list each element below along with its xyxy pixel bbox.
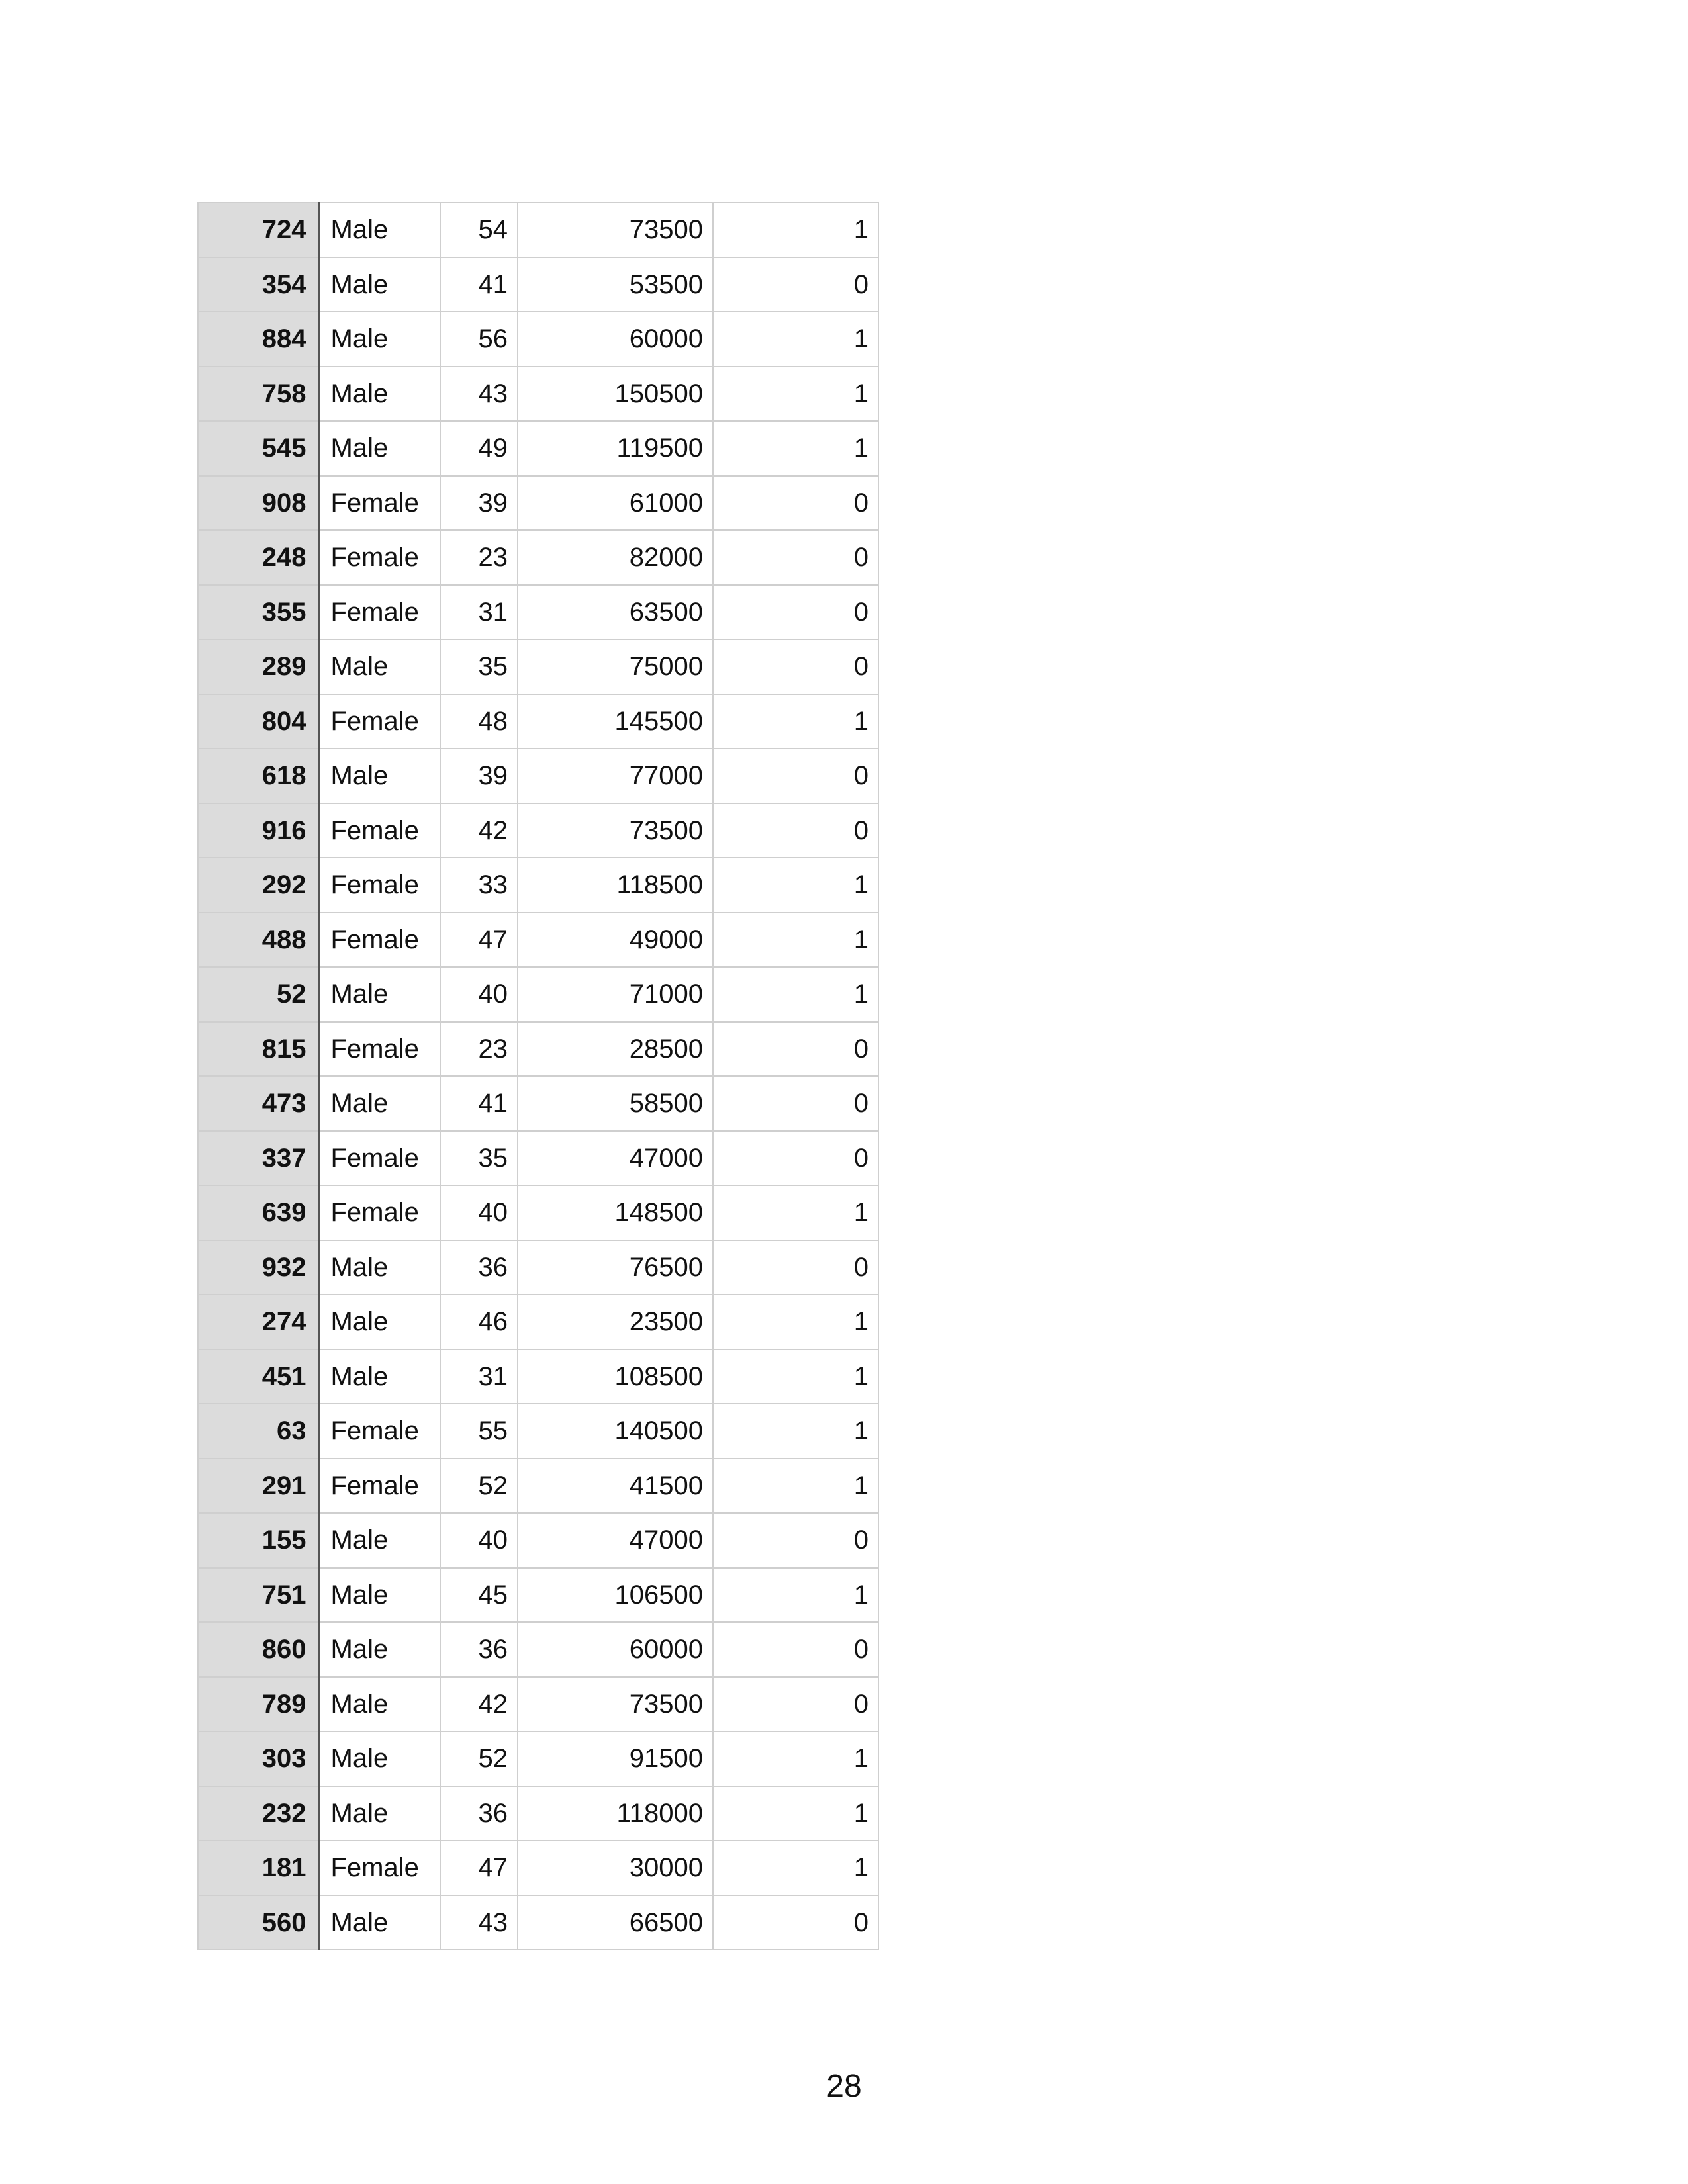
gender-cell: Male (319, 421, 440, 476)
purchased-cell: 0 (713, 1131, 878, 1186)
purchased-cell: 0 (713, 1022, 878, 1077)
table-row (198, 1404, 878, 1459)
purchased-cell: 1 (713, 312, 878, 367)
salary-cell: 60000 (518, 1622, 713, 1677)
salary-cell: 91500 (518, 1731, 713, 1786)
gender-cell: Female (319, 530, 440, 585)
purchased-cell: 0 (713, 1076, 878, 1131)
salary-cell: 118000 (518, 1786, 713, 1841)
salary-cell: 41500 (518, 1459, 713, 1514)
purchased-cell: 0 (713, 1622, 878, 1677)
purchased-cell: 1 (713, 1731, 878, 1786)
gender-cell: Female (319, 1404, 440, 1459)
table-body (198, 203, 878, 1950)
gender-cell: Female (319, 694, 440, 749)
purchased-cell: 1 (713, 1568, 878, 1623)
purchased-cell: 0 (713, 585, 878, 640)
gender-cell: Male (319, 967, 440, 1022)
purchased-cell: 0 (713, 1240, 878, 1295)
row-id-cell: 52 (198, 967, 319, 1022)
gender-cell: Female (319, 858, 440, 913)
table-row (198, 1459, 878, 1514)
purchased-cell: 1 (713, 367, 878, 422)
purchased-cell: 0 (713, 639, 878, 694)
gender-cell: Male (319, 367, 440, 422)
age-cell: 41 (440, 1076, 518, 1131)
table-row (198, 1731, 878, 1786)
gender-cell: Female (319, 1185, 440, 1240)
age-cell: 52 (440, 1731, 518, 1786)
table-row (198, 1022, 878, 1077)
gender-cell: Male (319, 203, 440, 257)
row-id-cell: 355 (198, 585, 319, 640)
salary-cell: 73500 (518, 803, 713, 858)
salary-cell: 28500 (518, 1022, 713, 1077)
salary-cell: 23500 (518, 1295, 713, 1349)
row-id-cell: 860 (198, 1622, 319, 1677)
row-id-cell: 291 (198, 1459, 319, 1514)
age-cell: 33 (440, 858, 518, 913)
page-number: 28 (826, 2069, 862, 2104)
salary-cell: 53500 (518, 257, 713, 312)
table-row (198, 1513, 878, 1568)
age-cell: 35 (440, 639, 518, 694)
purchased-cell: 1 (713, 1295, 878, 1349)
row-id-cell: 545 (198, 421, 319, 476)
age-cell: 43 (440, 1895, 518, 1950)
gender-cell: Female (319, 1131, 440, 1186)
gender-cell: Male (319, 1076, 440, 1131)
salary-cell: 150500 (518, 367, 713, 422)
purchased-cell: 0 (713, 257, 878, 312)
salary-cell: 63500 (518, 585, 713, 640)
row-id-cell: 303 (198, 1731, 319, 1786)
age-cell: 39 (440, 749, 518, 803)
row-id-cell: 724 (198, 203, 319, 257)
salary-cell: 106500 (518, 1568, 713, 1623)
salary-cell: 77000 (518, 749, 713, 803)
age-cell: 47 (440, 913, 518, 968)
age-cell: 47 (440, 1841, 518, 1895)
age-cell: 36 (440, 1622, 518, 1677)
row-id-cell: 908 (198, 476, 319, 531)
row-id-cell: 289 (198, 639, 319, 694)
salary-cell: 76500 (518, 1240, 713, 1295)
gender-cell: Male (319, 639, 440, 694)
gender-cell: Male (319, 1677, 440, 1732)
purchased-cell: 0 (713, 476, 878, 531)
gender-cell: Male (319, 1295, 440, 1349)
purchased-cell: 1 (713, 421, 878, 476)
purchased-cell: 0 (713, 803, 878, 858)
age-cell: 40 (440, 1185, 518, 1240)
salary-cell: 30000 (518, 1841, 713, 1895)
purchased-cell: 1 (713, 858, 878, 913)
age-cell: 56 (440, 312, 518, 367)
row-id-cell: 789 (198, 1677, 319, 1732)
salary-cell: 60000 (518, 312, 713, 367)
age-cell: 42 (440, 803, 518, 858)
table-row (198, 203, 878, 257)
salary-cell: 47000 (518, 1513, 713, 1568)
row-id-cell: 488 (198, 913, 319, 968)
table-row (198, 1295, 878, 1349)
age-cell: 55 (440, 1404, 518, 1459)
salary-cell: 75000 (518, 639, 713, 694)
age-cell: 31 (440, 1349, 518, 1404)
age-cell: 36 (440, 1786, 518, 1841)
table-row (198, 858, 878, 913)
salary-cell: 61000 (518, 476, 713, 531)
row-id-cell: 804 (198, 694, 319, 749)
gender-cell: Female (319, 1022, 440, 1077)
age-cell: 49 (440, 421, 518, 476)
age-cell: 23 (440, 530, 518, 585)
table-row (198, 421, 878, 476)
gender-cell: Male (319, 1513, 440, 1568)
table-row (198, 749, 878, 803)
table-row (198, 1131, 878, 1186)
table-row (198, 530, 878, 585)
table-row (198, 585, 878, 640)
gender-cell: Female (319, 913, 440, 968)
age-cell: 36 (440, 1240, 518, 1295)
salary-cell: 73500 (518, 203, 713, 257)
salary-cell: 49000 (518, 913, 713, 968)
age-cell: 23 (440, 1022, 518, 1077)
age-cell: 42 (440, 1677, 518, 1732)
purchased-cell: 1 (713, 913, 878, 968)
row-id-cell: 884 (198, 312, 319, 367)
table-row (198, 1568, 878, 1623)
purchased-cell: 0 (713, 1677, 878, 1732)
table-row (198, 1240, 878, 1295)
row-id-cell: 63 (198, 1404, 319, 1459)
purchased-cell: 1 (713, 203, 878, 257)
table-row (198, 639, 878, 694)
gender-cell: Male (319, 1568, 440, 1623)
table-row (198, 967, 878, 1022)
row-id-cell: 751 (198, 1568, 319, 1623)
purchased-cell: 0 (713, 1895, 878, 1950)
age-cell: 41 (440, 257, 518, 312)
salary-cell: 118500 (518, 858, 713, 913)
gender-cell: Male (319, 257, 440, 312)
gender-cell: Male (319, 749, 440, 803)
row-id-cell: 451 (198, 1349, 319, 1404)
purchased-cell: 1 (713, 694, 878, 749)
table-row (198, 803, 878, 858)
purchased-cell: 0 (713, 749, 878, 803)
gender-cell: Male (319, 312, 440, 367)
gender-cell: Female (319, 1459, 440, 1514)
age-cell: 40 (440, 967, 518, 1022)
gender-cell: Female (319, 476, 440, 531)
row-id-cell: 618 (198, 749, 319, 803)
age-cell: 31 (440, 585, 518, 640)
age-cell: 52 (440, 1459, 518, 1514)
purchased-cell: 1 (713, 1786, 878, 1841)
row-id-cell: 473 (198, 1076, 319, 1131)
row-id-cell: 337 (198, 1131, 319, 1186)
age-cell: 54 (440, 203, 518, 257)
table-row (198, 257, 878, 312)
row-id-cell: 155 (198, 1513, 319, 1568)
data-table (197, 202, 879, 1950)
row-id-cell: 639 (198, 1185, 319, 1240)
table-row (198, 367, 878, 422)
purchased-cell: 1 (713, 1404, 878, 1459)
gender-cell: Male (319, 1895, 440, 1950)
salary-cell: 58500 (518, 1076, 713, 1131)
purchased-cell: 1 (713, 1185, 878, 1240)
table-row (198, 1349, 878, 1404)
table-row (198, 1841, 878, 1895)
row-id-cell: 560 (198, 1895, 319, 1950)
age-cell: 39 (440, 476, 518, 531)
table-row (198, 476, 878, 531)
salary-cell: 119500 (518, 421, 713, 476)
gender-cell: Male (319, 1731, 440, 1786)
purchased-cell: 1 (713, 1349, 878, 1404)
salary-cell: 145500 (518, 694, 713, 749)
row-id-cell: 758 (198, 367, 319, 422)
purchased-cell: 1 (713, 1841, 878, 1895)
salary-cell: 47000 (518, 1131, 713, 1186)
age-cell: 45 (440, 1568, 518, 1623)
gender-cell: Male (319, 1349, 440, 1404)
row-id-cell: 274 (198, 1295, 319, 1349)
gender-cell: Female (319, 803, 440, 858)
row-id-cell: 292 (198, 858, 319, 913)
table-row (198, 913, 878, 968)
row-id-cell: 916 (198, 803, 319, 858)
age-cell: 48 (440, 694, 518, 749)
row-id-cell: 248 (198, 530, 319, 585)
purchased-cell: 1 (713, 967, 878, 1022)
purchased-cell: 0 (713, 530, 878, 585)
table-row (198, 312, 878, 367)
salary-cell: 66500 (518, 1895, 713, 1950)
salary-cell: 140500 (518, 1404, 713, 1459)
gender-cell: Male (319, 1240, 440, 1295)
gender-cell: Female (319, 585, 440, 640)
table-row (198, 1786, 878, 1841)
row-id-cell: 932 (198, 1240, 319, 1295)
age-cell: 46 (440, 1295, 518, 1349)
table-row (198, 1076, 878, 1131)
age-cell: 43 (440, 367, 518, 422)
row-id-cell: 354 (198, 257, 319, 312)
salary-cell: 73500 (518, 1677, 713, 1732)
gender-cell: Male (319, 1786, 440, 1841)
salary-cell: 108500 (518, 1349, 713, 1404)
age-cell: 35 (440, 1131, 518, 1186)
row-id-cell: 181 (198, 1841, 319, 1895)
salary-cell: 82000 (518, 530, 713, 585)
purchased-cell: 0 (713, 1513, 878, 1568)
table-row (198, 1622, 878, 1677)
table-row (198, 694, 878, 749)
row-id-cell: 232 (198, 1786, 319, 1841)
table-row (198, 1185, 878, 1240)
salary-cell: 148500 (518, 1185, 713, 1240)
gender-cell: Female (319, 1841, 440, 1895)
gender-cell: Male (319, 1622, 440, 1677)
row-id-cell: 815 (198, 1022, 319, 1077)
purchased-cell: 1 (713, 1459, 878, 1514)
salary-cell: 71000 (518, 967, 713, 1022)
table-row (198, 1677, 878, 1732)
table-row (198, 1895, 878, 1950)
age-cell: 40 (440, 1513, 518, 1568)
